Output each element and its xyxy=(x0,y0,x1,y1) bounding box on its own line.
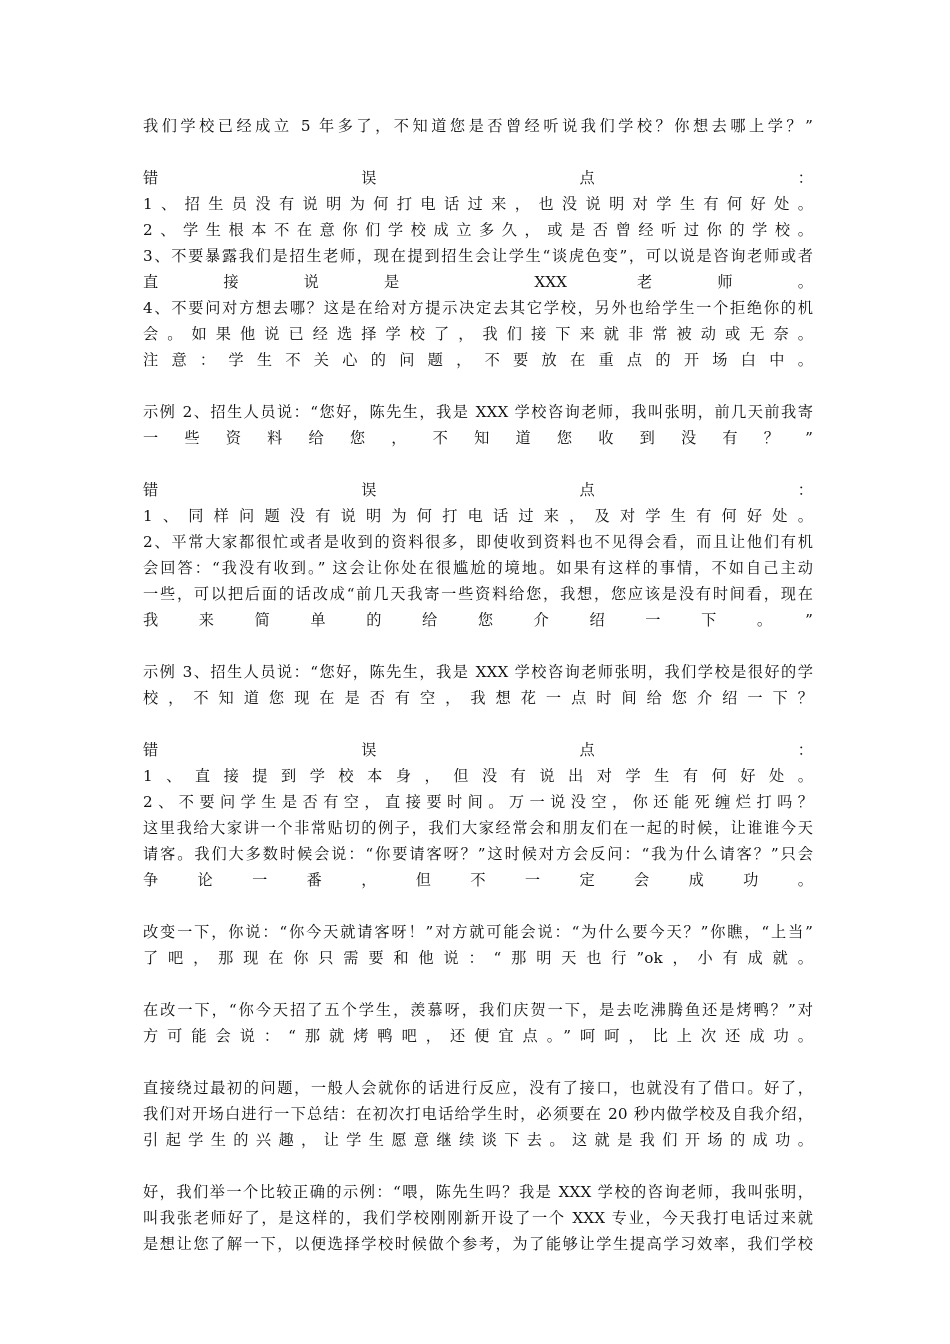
paragraph xyxy=(143,399,813,451)
paragraph xyxy=(143,113,813,139)
paragraph-gap xyxy=(143,1153,813,1179)
text-line: 一些资料给您，不知道您收到没有？” xyxy=(143,429,813,447)
paragraph xyxy=(143,165,813,373)
text-line: 这里我给大家讲一个非常贴切的例子，我们大家经常会和朋友们在一起的时候，让谁谁今天 xyxy=(143,819,813,837)
text-line: 叫我张老师好了，是这样的，我们学校刚刚新开设了一个 XXX 专业，今天我打电话过来就 xyxy=(143,1209,813,1227)
paragraph-gap xyxy=(143,971,813,997)
text-line: 会。如果他说已经选择学校了，我们接下来就非常被动或无奈。 xyxy=(143,325,813,343)
text-line: 争论一番，但不一定会成功。 xyxy=(143,871,813,889)
text-line: 我来简单的给您介绍一下。” xyxy=(143,611,813,629)
text-line: 直接绕过最初的问题，一般人会就你的话进行反应，没有了接口，也就没有了借口。好了， xyxy=(143,1079,813,1097)
paragraph-gap xyxy=(143,711,813,737)
text-line: 我们学校已经成立 5 年多了，不知道您是否曾经听说我们学校？你想去哪上学？” xyxy=(143,117,813,135)
paragraph-gap xyxy=(143,451,813,477)
text-line: 我们对开场白进行一下总结：在初次打电话给学生时，必须要在 20 秒内做学校及自我介绍， xyxy=(143,1105,813,1123)
text-line: 错误点： xyxy=(143,169,813,187)
text-line: 2、平常大家都很忙或者是收到的资料很多，即使收到资料也不见得会看，而且让他们有机 xyxy=(143,533,813,551)
text-line: 了吧，那现在你只需要和他说：“那明天也行”ok，小有成就。 xyxy=(143,949,813,967)
text-line: 是想让您了解一下，以便选择学校时候做个参考，为了能够让学生提高学习效率，我们学校 xyxy=(143,1235,813,1253)
text-line: 在改一下，“你今天招了五个学生，羡慕呀，我们庆贺一下，是去吃沸腾鱼还是烤鸭？”对 xyxy=(143,1001,813,1019)
text-line: 直接说是 XXX 老师。 xyxy=(143,273,813,291)
text-line: 2、不要问学生是否有空，直接要时间。万一说没空，你还能死缠烂打吗？ xyxy=(143,793,813,811)
text-line: 注意：学生不关心的问题，不要放在重点的开场白中。 xyxy=(143,351,813,369)
text-line: 好，我们举一个比较正确的示例：“喂，陈先生吗？我是 XXX 学校的咨询老师，我叫张明， xyxy=(143,1183,813,1201)
text-line: 示例 3、招生人员说：“您好，陈先生，我是 XXX 学校咨询老师张明，我们学校是很好的学 xyxy=(143,663,813,681)
text-line: 1、直接提到学校本身，但没有说出对学生有何好处。 xyxy=(143,767,813,785)
paragraph-gap xyxy=(143,139,813,165)
paragraph-gap xyxy=(143,1049,813,1075)
text-line: 错误点： xyxy=(143,741,813,759)
text-line: 改变一下，你说：“你今天就请客呀！”对方就可能会说：“为什么要今天？”你瞧，“上当” xyxy=(143,923,813,941)
text-line: 会回答：“我没有收到。” 这会让你处在很尴尬的境地。如果有这样的事情，不如自己主动 xyxy=(143,559,813,577)
paragraph xyxy=(143,737,813,893)
text-line: 1、招生员没有说明为何打电话过来，也没说明对学生有何好处。 xyxy=(143,195,813,213)
document-body xyxy=(143,113,813,1257)
text-line: 1、同样问题没有说明为何打电话过来，及对学生有何好处。 xyxy=(143,507,813,525)
paragraph xyxy=(143,477,813,633)
text-line: 2、学生根本不在意你们学校成立多久，或是否曾经听过你的学校。 xyxy=(143,221,813,239)
paragraph xyxy=(143,997,813,1049)
text-line: 4、不要问对方想去哪？这是在给对方提示决定去其它学校，另外也给学生一个拒绝你的机 xyxy=(143,299,813,317)
paragraph xyxy=(143,659,813,711)
paragraph xyxy=(143,1179,813,1257)
paragraph-gap xyxy=(143,633,813,659)
text-line: 3、不要暴露我们是招生老师，现在提到招生会让学生“谈虎色变”，可以说是咨询老师或者 xyxy=(143,247,813,265)
paragraph-gap xyxy=(143,373,813,399)
text-line: 错误点： xyxy=(143,481,813,499)
text-line: 示例 2、招生人员说：“您好，陈先生，我是 XXX 学校咨询老师，我叫张明，前几天前我寄 xyxy=(143,403,813,421)
text-line: 校，不知道您现在是否有空，我想花一点时间给您介绍一下？ xyxy=(143,689,813,707)
paragraph-gap xyxy=(143,893,813,919)
text-line: 请客。我们大多数时候会说：“你要请客呀？”这时候对方会反问：“我为什么请客？”只会 xyxy=(143,845,813,863)
paragraph xyxy=(143,919,813,971)
text-line: 方可能会说：“那就烤鸭吧，还便宜点。”呵呵，比上次还成功。 xyxy=(143,1027,813,1045)
text-line: 引起学生的兴趣，让学生愿意继续谈下去。这就是我们开场的成功。 xyxy=(143,1131,813,1149)
text-line: 一些，可以把后面的话改成“前几天我寄一些资料给您，我想，您应该是没有时间看，现在 xyxy=(143,585,813,603)
paragraph xyxy=(143,1075,813,1153)
